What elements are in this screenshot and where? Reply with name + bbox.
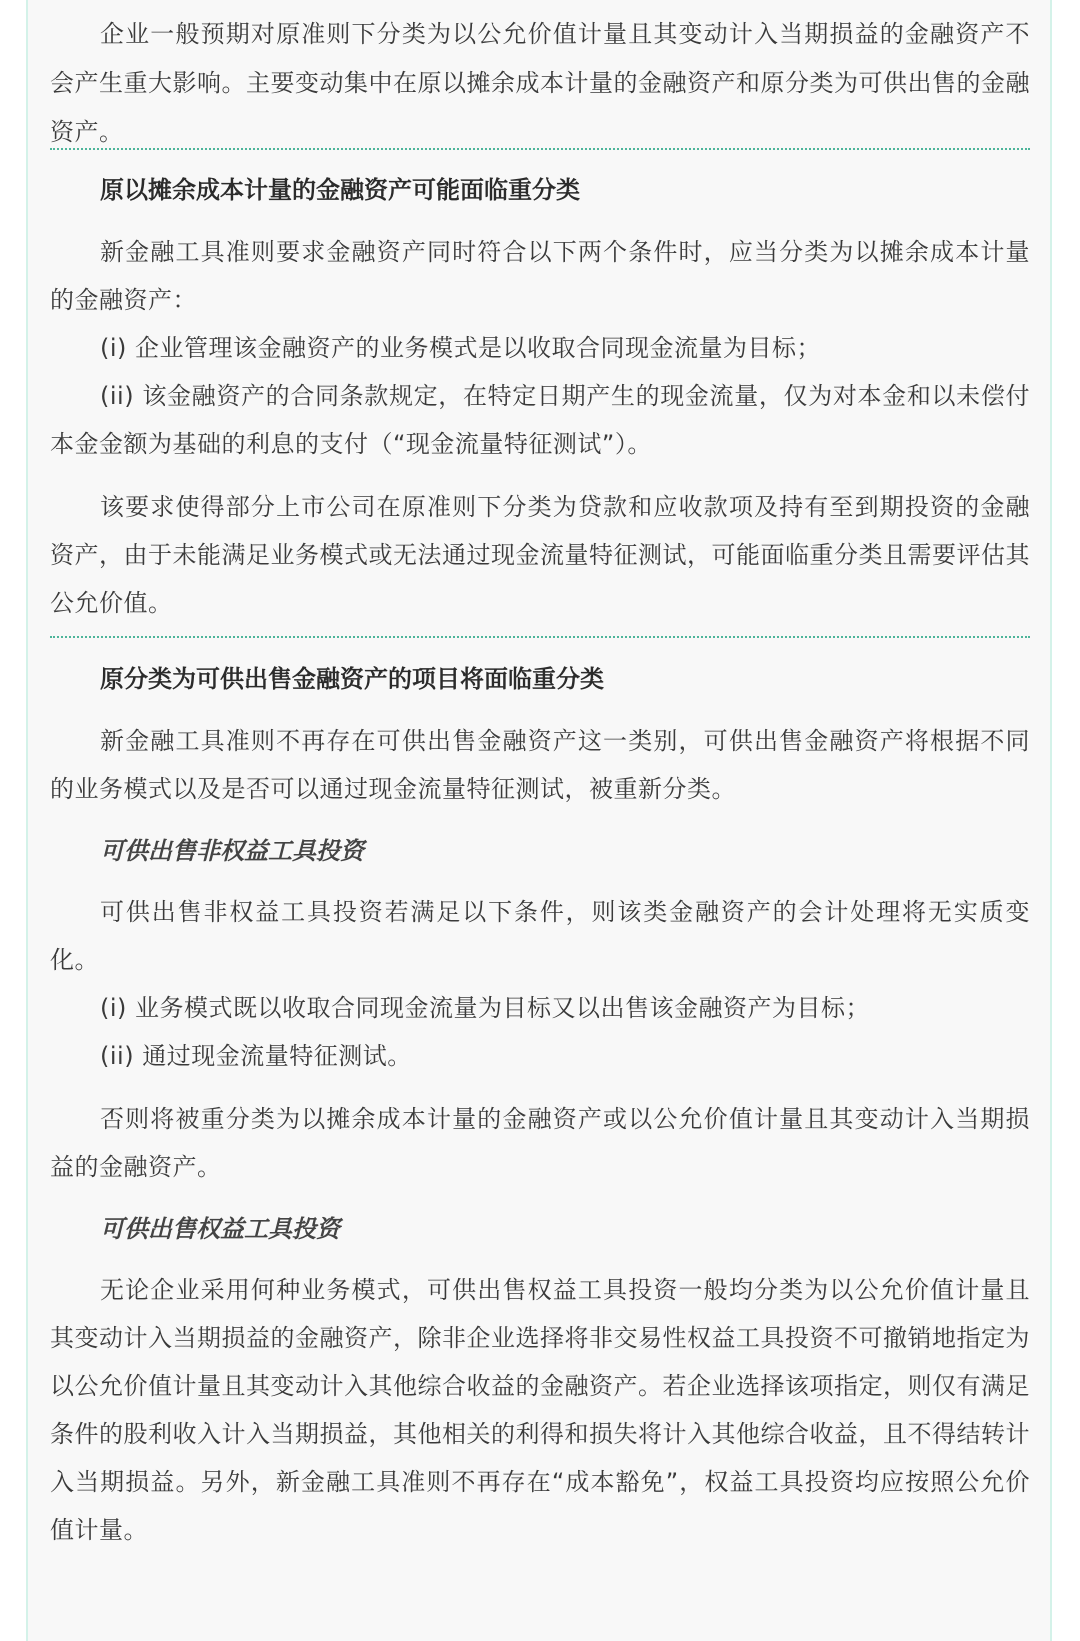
list-item: (ii) 该金融资产的合同条款规定，在特定日期产生的现金流量，仅为对本金和以未偿付本金金额为基础的利息的支付（“现金流量特征测试”）。 xyxy=(50,382,1030,458)
section-available-for-sale xyxy=(50,654,1030,1554)
list-item: (i) 企业管理该金融资产的业务模式是以收取合同现金流量为目标； xyxy=(100,334,822,362)
section-heading: 原以摊余成本计量的金融资产可能面临重分类 xyxy=(100,176,580,204)
list-item: (i) 业务模式既以收取合同现金流量为目标又以出售该金融资产为目标； xyxy=(100,994,871,1022)
list-item: (ii) 通过现金流量特征测试。 xyxy=(100,1042,412,1070)
paragraph: 新金融工具准则不再存在可供出售金融资产这一类别，可供出售金融资产将根据不同的业务模式以及是否可以通过现金流量特征测试，被重新分类。 xyxy=(50,727,1030,803)
section-divider-1 xyxy=(50,148,1030,150)
paragraph: 新金融工具准则要求金融资产同时符合以下两个条件时，应当分类为以摊余成本计量的金融资产： xyxy=(50,238,1030,314)
subheading: 可供出售非权益工具投资 xyxy=(100,837,364,865)
paragraph: 否则将被重分类为以摊余成本计量的金融资产或以公允价值计量且其变动计入当期损益的金融资产。 xyxy=(50,1105,1030,1181)
section-amortized-cost xyxy=(50,165,1030,627)
intro-paragraph: 企业一般预期对原准则下分类为以公允价值计量且其变动计入当期损益的金融资产不会产生重大影响。主要变动集中在原以摊余成本计量的金融资产和原分类为可供出售的金融资产。 xyxy=(50,20,1030,146)
paragraph: 可供出售非权益工具投资若满足以下条件，则该类金融资产的会计处理将无实质变化。 xyxy=(50,898,1030,974)
section-heading: 原分类为可供出售金融资产的项目将面临重分类 xyxy=(100,665,604,693)
paragraph: 无论企业采用何种业务模式，可供出售权益工具投资一般均分类为以公允价值计量且其变动计入当期损益的金融资产，除非企业选择将非交易性权益工具投资不可撤销地指定为以公允价值计量且其变动计入其他综合收益的金融资产。若企业选择该项指定，则仅有满足条件的股利收入计入当期损益，其他相关的利得和损失将计入其他综合收益，且不得结转计入当期损益。另外，新金融工具准则不再存在“成本豁免”，权益工具投资均应按照公允价值计量。 xyxy=(50,1276,1030,1544)
intro-section xyxy=(50,10,1030,157)
paragraph: 该要求使得部分上市公司在原准则下分类为贷款和应收款项及持有至到期投资的金融资产，由于未能满足业务模式或无法通过现金流量特征测试，可能面临重分类且需要评估其公允价值。 xyxy=(50,493,1030,617)
section-divider-2 xyxy=(50,636,1030,638)
subheading: 可供出售权益工具投资 xyxy=(100,1215,340,1243)
